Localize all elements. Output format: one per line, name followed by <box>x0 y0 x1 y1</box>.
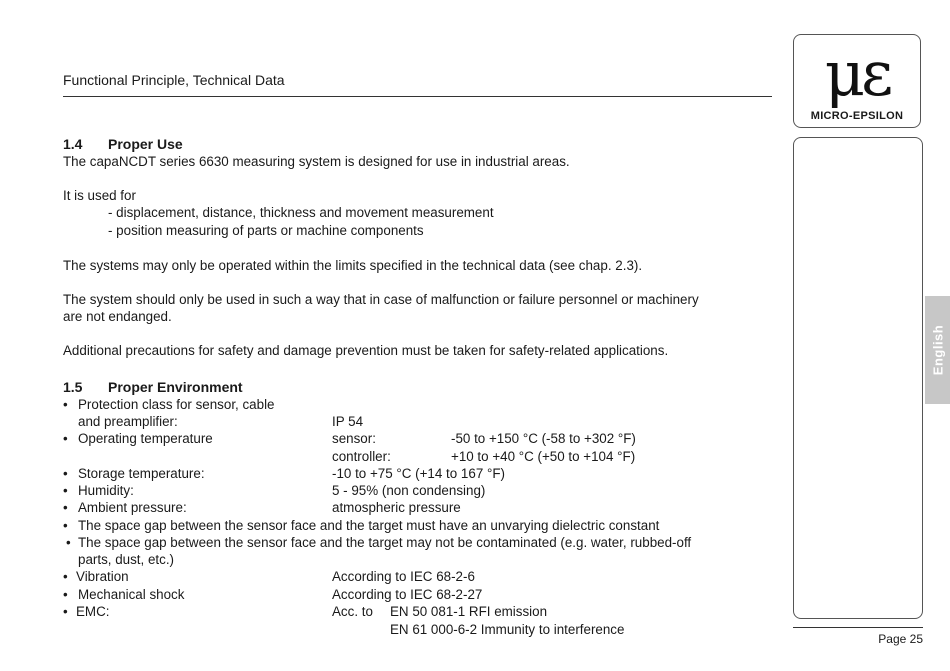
proper-use-intro: The capaNCDT series 6630 measuring system is designed for use in industrial areas. <box>63 154 570 169</box>
section-number: 1.5 <box>63 379 83 395</box>
header-divider <box>63 96 772 97</box>
spec-emc-label: • EMC: <box>63 604 110 619</box>
spec-op-temp-controller-label: controller: <box>332 449 391 464</box>
spec-humidity-value: 5 - 95% (non condensing) <box>332 483 486 498</box>
spec-op-temp-sensor-label: sensor: <box>332 431 376 446</box>
language-tab <box>925 296 950 404</box>
spec-emc-prefix: Acc. to <box>332 604 373 619</box>
spec-storage-value: -10 to +75 °C (+14 to 167 °F) <box>332 466 505 481</box>
logo-name: MICRO-EPSILON <box>810 110 904 122</box>
spec-humidity-label: • Humidity: <box>63 483 134 498</box>
spec-emc-value: EN 50 081-1 RFI emission <box>390 604 548 619</box>
language-tab-label: English <box>930 324 945 376</box>
spec-storage-label: • Storage temperature: <box>63 466 205 481</box>
bullet: • <box>63 431 68 446</box>
malfunction-paragraph-line: The system should only be used in such a way that in case of malfunction or failure personnel or machinery <box>63 292 699 307</box>
bullet: • <box>63 587 68 602</box>
bullet: • <box>63 397 68 412</box>
spec-gap-contamination-cont: parts, dust, etc.) <box>78 552 175 567</box>
side-panel <box>793 137 923 619</box>
malfunction-paragraph-line: are not endanged. <box>63 309 172 324</box>
limits-paragraph: The systems may only be operated within the limits specified in the technical data (see chap. 2.3). <box>63 258 643 273</box>
used-for-label: It is used for <box>63 188 136 203</box>
use-item: - position measuring of parts or machine components <box>108 223 424 238</box>
page-header-title: Functional Principle, Technical Data <box>63 72 285 88</box>
section-number: 1.4 <box>63 136 83 152</box>
spec-op-temp-controller-value: +10 to +40 °C (+50 to +104 °F) <box>451 449 636 464</box>
section-title: Proper Use <box>108 136 183 152</box>
spec-shock-label: • Mechanical shock <box>63 587 185 602</box>
spec-protection-value: IP 54 <box>332 414 364 429</box>
bullet: • <box>63 569 68 584</box>
page-number: Page 25 <box>878 632 923 646</box>
spec-protection-label: • Protection class for sensor, cable <box>63 397 275 412</box>
use-item: - displacement, distance, thickness and movement measurement <box>108 205 494 220</box>
bullet: • <box>63 500 68 515</box>
footer-divider <box>793 627 923 628</box>
section-heading-proper-use <box>63 136 183 152</box>
company-logo <box>793 34 921 128</box>
spec-op-temp-sensor-value: -50 to +150 °C (-58 to +302 °F) <box>451 431 636 446</box>
bullet: • <box>63 604 68 619</box>
logo-mark: με <box>824 37 890 110</box>
spec-emc-value: EN 61 000-6-2 Immunity to interference <box>390 622 625 637</box>
section-title: Proper Environment <box>108 379 243 395</box>
spec-vibration-label: • Vibration <box>63 569 129 584</box>
spec-vibration-value: According to IEC 68-2-6 <box>332 569 475 584</box>
spec-protection-label-cont: and preamplifier: <box>78 414 178 429</box>
section-heading-proper-environment <box>63 379 243 395</box>
spec-pressure-label: • Ambient pressure: <box>63 500 187 515</box>
spec-shock-value: According to IEC 68-2-27 <box>332 587 483 602</box>
precautions-paragraph: Additional precautions for safety and damage prevention must be taken for safety-related applications. <box>63 343 669 358</box>
bullet: • <box>63 518 68 533</box>
spec-op-temp-label: • Operating temperature <box>63 431 213 446</box>
spec-gap-dielectric: • The space gap between the sensor face and the target must have an unvarying dielectric constant <box>63 518 660 533</box>
bullet: • <box>63 466 68 481</box>
bullet: • <box>66 535 71 550</box>
spec-pressure-value: atmospheric pressure <box>332 500 461 515</box>
bullet: • <box>63 483 68 498</box>
spec-gap-contamination: • The space gap between the sensor face and the target may not be contaminated (e.g. water, rubbed-off <box>66 535 692 550</box>
